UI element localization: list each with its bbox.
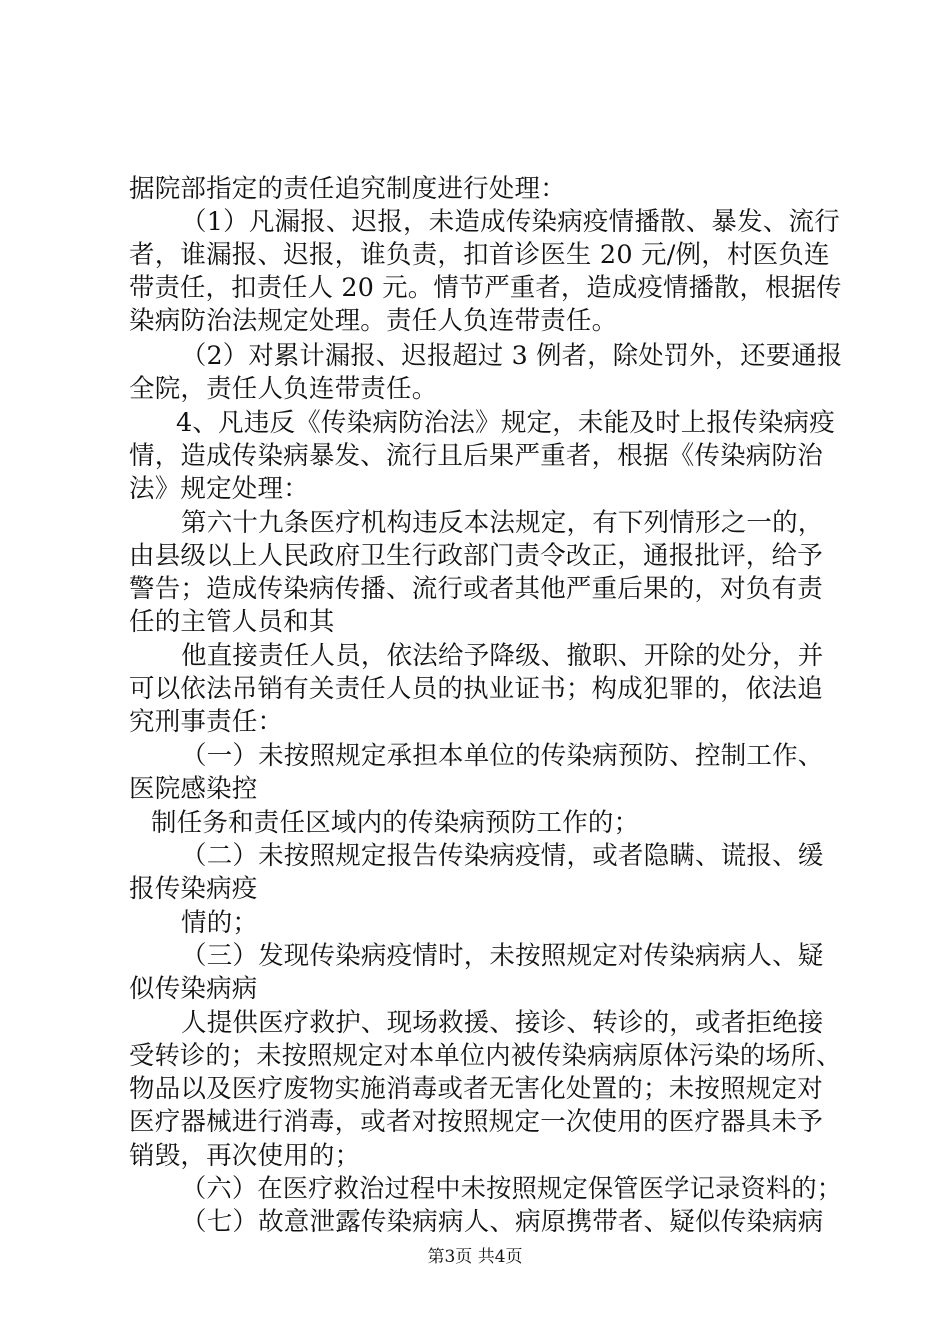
text-line: 法》规定处理： — [129, 474, 309, 504]
text-line: （六）在医疗救治过程中未按照规定保管医学记录资料的； — [181, 1174, 843, 1204]
text-line: 似传染病病 — [129, 974, 258, 1004]
text-line: 警告；造成传染病传播、流行或者其他严重后果的，对负有责 — [129, 574, 823, 604]
text-line: 情的； — [181, 908, 259, 938]
text-line: 医院感染控 — [129, 774, 258, 804]
text-line: 者，谁漏报、迟报，谁负责，扣首诊医生 20 元/例，村医负连 — [129, 240, 830, 270]
text-line: （一）未按照规定承担本单位的传染病预防、控制工作、 — [181, 741, 824, 771]
text-line: 报传染病疫 — [129, 874, 258, 904]
text-line: 物品以及医疗废物实施消毒或者无害化处置的；未按照规定对 — [129, 1074, 823, 1104]
text-line: （三）发现传染病疫情时，未按照规定对传染病病人、疑 — [181, 941, 824, 971]
text-line: 4、凡违反《传染病防治法》规定，未能及时上报传染病疫 — [176, 408, 835, 438]
text-line: （七）故意泄露传染病病人、病原携带者、疑似传染病病 — [181, 1207, 824, 1237]
text-line: 带责任，扣责任人 20 元。情节严重者，造成疫情播散，根据传 — [129, 273, 842, 303]
text-line: （二）未按照规定报告传染病疫情，或者隐瞒、谎报、缓 — [181, 841, 824, 871]
text-line: 全院，责任人负连带责任。 — [129, 374, 438, 404]
text-line: 据院部指定的责任追究制度进行处理： — [129, 174, 566, 204]
text-line: 他直接责任人员，依法给予降级、撤职、开除的处分，并 — [181, 641, 824, 671]
text-line: 由县级以上人民政府卫生行政部门责令改正，通报批评，给予 — [129, 541, 823, 571]
text-line: （2）对累计漏报、迟报超过 3 例者，除处罚外，还要通报 — [181, 341, 843, 371]
text-line: 任的主管人员和其 — [129, 607, 335, 637]
text-line: 染病防治法规定处理。责任人负连带责任。 — [129, 306, 618, 336]
text-line: 受转诊的；未按照规定对本单位内被传染病病原体污染的场所、 — [129, 1041, 842, 1071]
text-line: 人提供医疗救护、现场救援、接诊、转诊的，或者拒绝接 — [181, 1008, 824, 1038]
text-line: 情，造成传染病暴发、流行且后果严重者，根据《传染病防治 — [129, 441, 823, 471]
text-line: 究刑事责任： — [129, 707, 284, 737]
text-line: 第六十九条医疗机构违反本法规定，有下列情形之一的， — [181, 508, 824, 538]
text-line: （1）凡漏报、迟报，未造成传染病疫情播散、暴发、流行 — [181, 207, 840, 237]
text-line: 医疗器械进行消毒，或者对按照规定一次使用的医疗器具未予 — [129, 1107, 823, 1137]
text-line: 销毁，再次使用的； — [129, 1141, 361, 1171]
text-line: 制任务和责任区域内的传染病预防工作的； — [151, 808, 640, 838]
page-footer: 第3页 共4页 — [427, 1247, 523, 1267]
text-line: 可以依法吊销有关责任人员的执业证书；构成犯罪的，依法追 — [129, 674, 823, 704]
